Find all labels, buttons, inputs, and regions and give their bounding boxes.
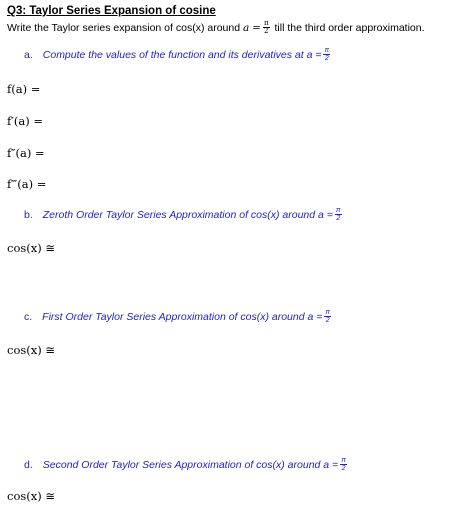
section-d-fraction-num: π [341,457,346,464]
section-b-text: Zeroth Order Taylor Series Approximation of cos(x) around a = [42,208,333,221]
equation-cos-first: cos(x) ≅ [7,343,56,357]
section-b-letter: b. [24,208,33,221]
section-b-fraction [335,207,342,222]
section-a-fraction-den: 2 [324,55,329,62]
section-a-fraction-num: π [324,47,330,54]
section-d-fraction [340,457,347,472]
intro-fraction-num: π [263,19,269,27]
intro-fraction-den: 2 [264,27,269,35]
section-d-heading [24,457,349,472]
section-c-fraction [324,309,331,324]
equation-cos-second: cos(x) ≅ [7,489,56,503]
section-a-letter: a. [24,48,33,61]
section-c-fraction-num: π [325,309,331,316]
equation-f2-a: f″(a) = [7,146,45,160]
intro-suffix: till the third order approximation. [274,21,425,34]
intro-text: Write the Taylor series expansion of cos(x) around [7,21,241,34]
section-a-fraction [323,47,330,62]
section-c-letter: c. [24,310,33,323]
section-c-heading [24,309,333,324]
equation-f3-a: f‴(a) = [7,177,47,191]
section-b-fraction-den: 2 [336,215,341,222]
section-d-letter: d. [24,458,33,471]
section-b-fraction-num: π [335,207,341,214]
equation-f1-a: f′(a) = [7,114,43,128]
section-c-text: First Order Taylor Series Approximation of cos(x) around a = [42,310,323,323]
section-b-heading [24,207,344,222]
section-a-heading [24,47,332,62]
section-c-fraction-den: 2 [325,317,330,324]
intro-eq: = [252,21,261,34]
section-d-text: Second Order Taylor Series Approximation of cos(x) around a = [42,458,339,471]
equation-f-a: f(a) = [7,82,41,96]
equation-cos-zeroth: cos(x) ≅ [7,241,56,255]
section-d-fraction-den: 2 [341,465,346,472]
question-title: Q3: Taylor Series Expansion of cosine [7,5,216,17]
intro-var: a [242,21,250,34]
intro-fraction [263,20,270,35]
section-a-text: Compute the values of the function and its derivatives at a = [42,48,322,61]
question-intro [7,20,425,35]
